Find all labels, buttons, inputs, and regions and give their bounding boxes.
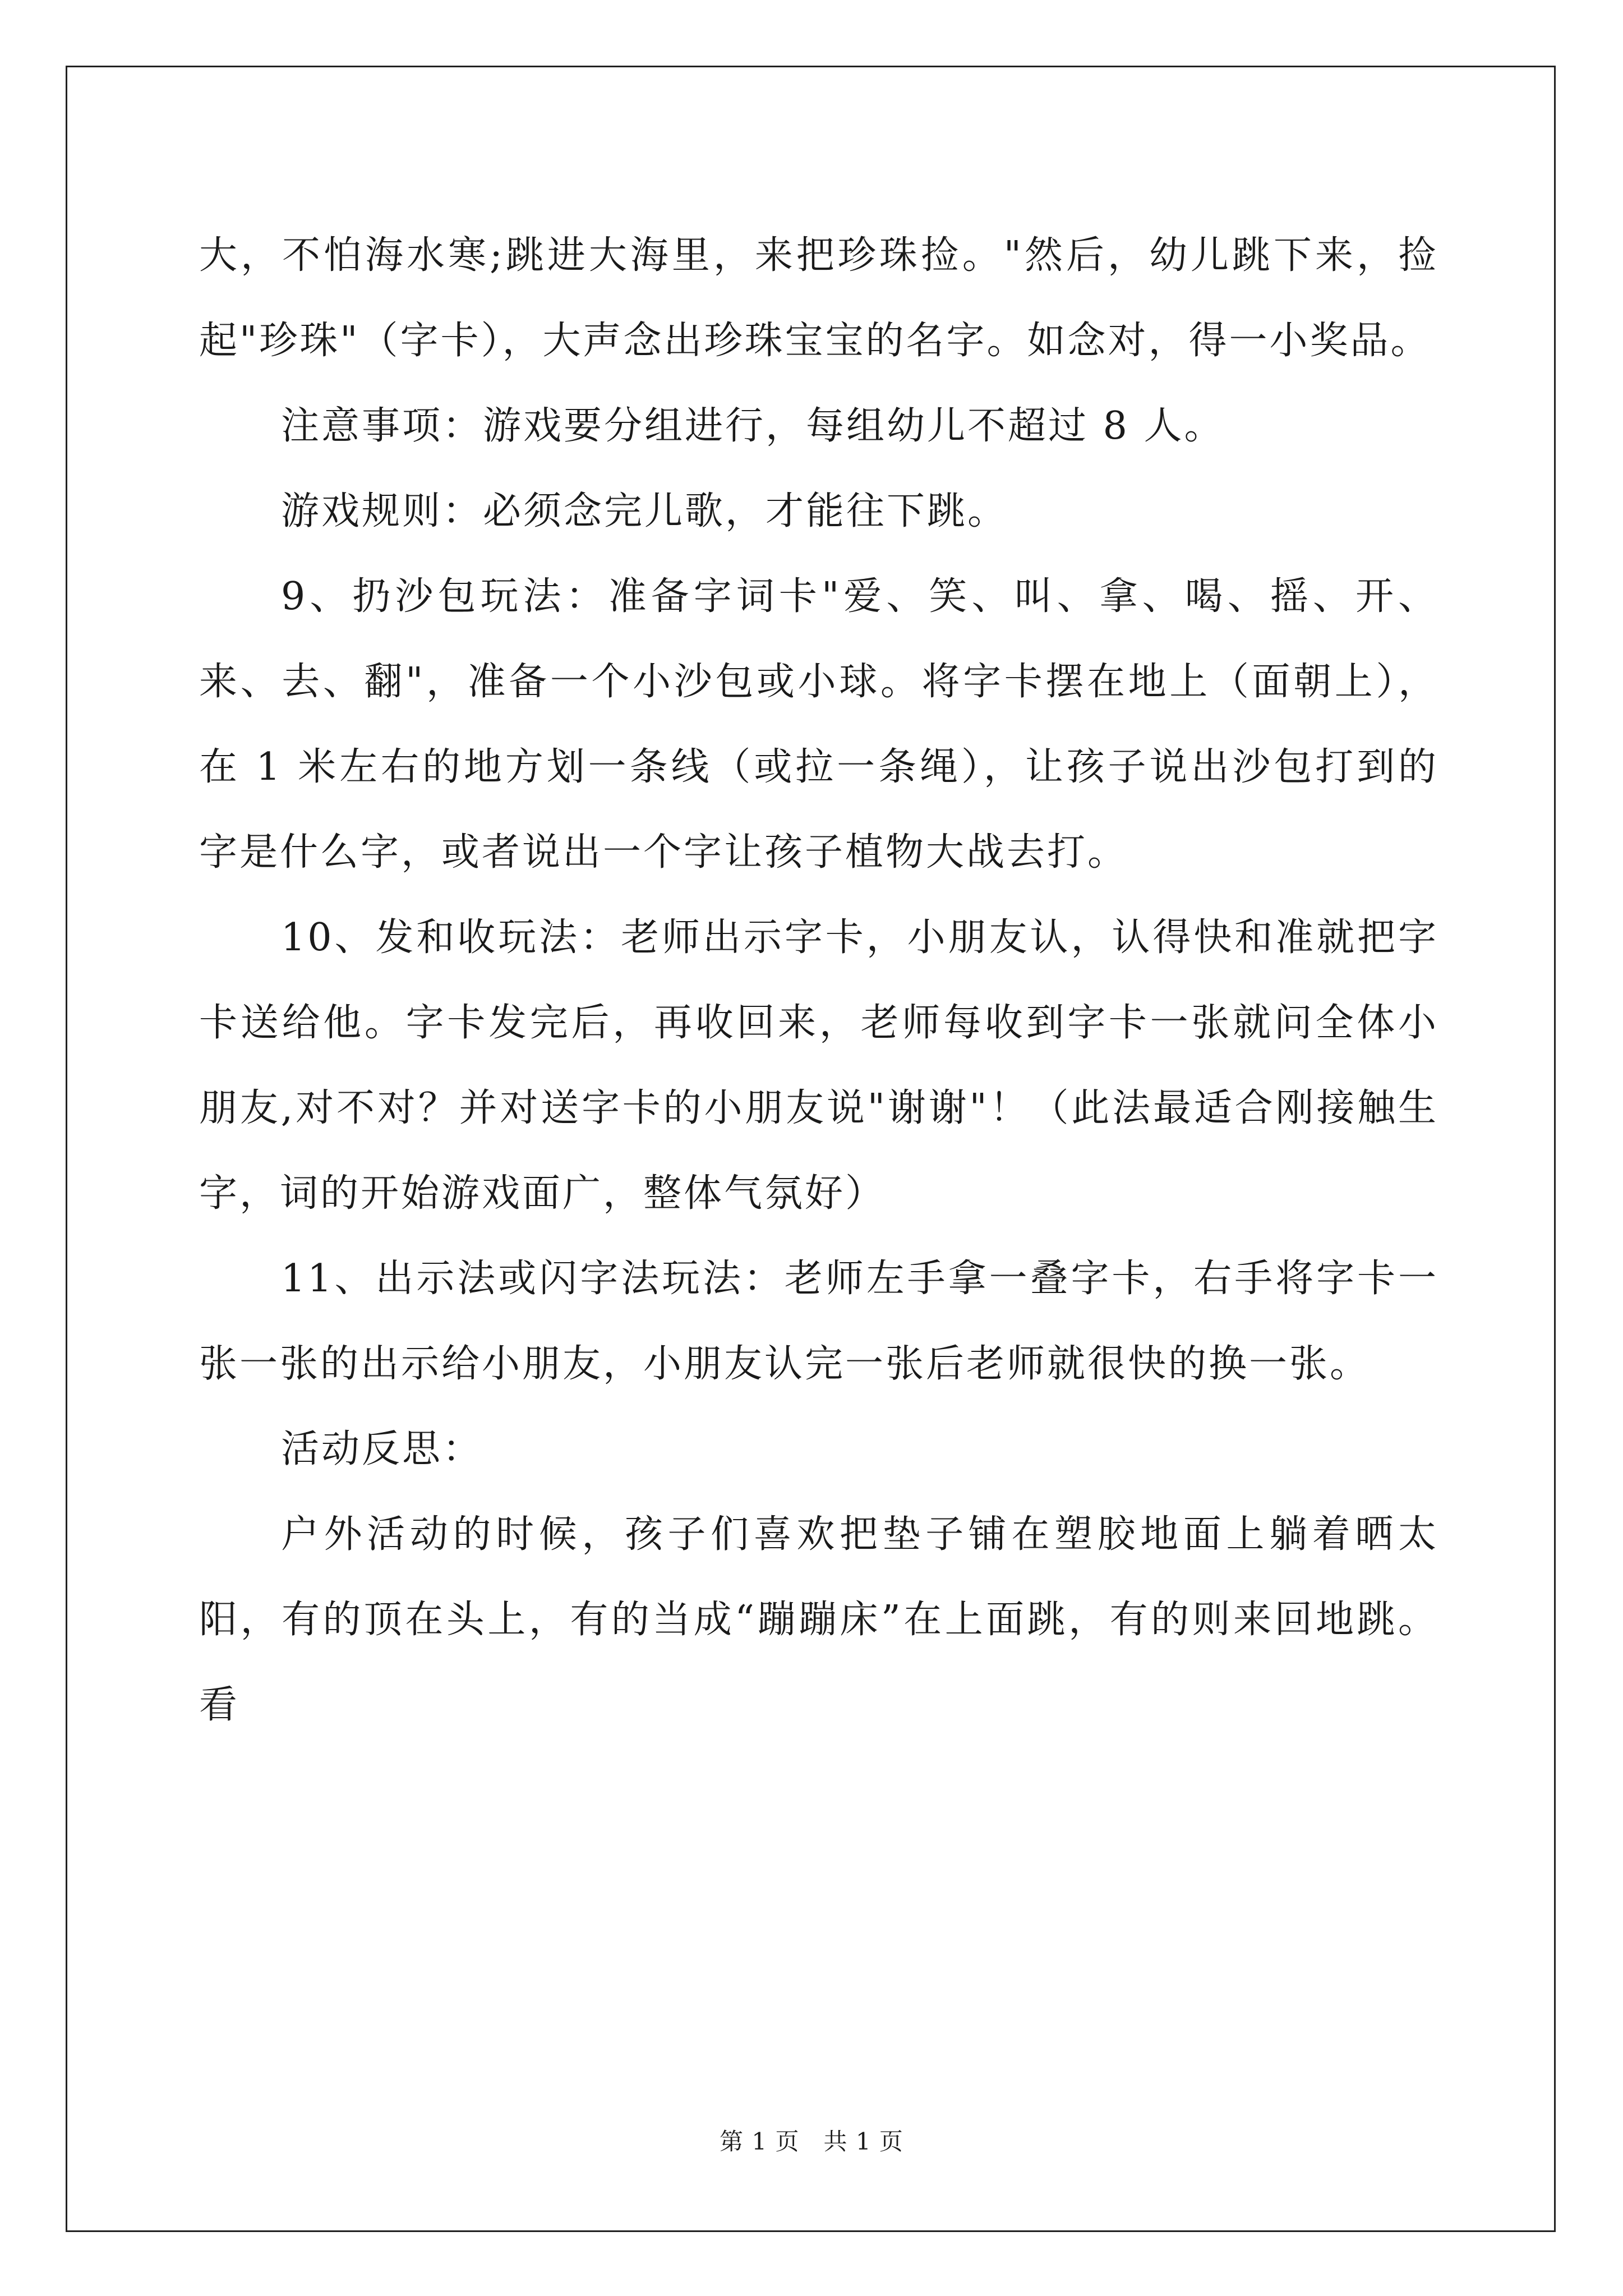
paragraph-item-10: 10、发和收玩法：老师出示字卡，小朋友认，认得快和准就把字卡送给他。字卡发完后，再收回来，老师每收到字卡一张就问全体小朋友,对不对？并对送字卡的小朋友说"谢谢"！（此法最适合刚接触生字，词的开始游戏面广，整体气氛好） xyxy=(199,915,1438,1216)
paragraph-item-11: 11、出示法或闪字法玩法：老师左手拿一叠字卡，右手将字卡一张一张的出示给小朋友，小朋友认完一张后老师就很快的换一张。 xyxy=(199,1257,1438,1386)
document-body xyxy=(199,213,1438,1748)
paragraph-continuation: 大，不怕海水寒;跳进大海里，来把珍珠捡。"然后，幼儿跳下来，捡起"珍珠"（字卡），大声念出珍珠宝宝的名字。如念对，得一小奖品。 xyxy=(199,233,1438,363)
paragraph-reflection-body: 户外活动的时候，孩子们喜欢把垫子铺在塑胶地面上躺着晒太阳，有的顶在头上，有的当成“蹦蹦床”在上面跳，有的则来回地跳。看 xyxy=(199,1512,1438,1727)
paragraph-item-9: 9、扔沙包玩法：准备字词卡"爱、笑、叫、拿、喝、摇、开、来、去、翻"，准备一个小沙包或小球。将字卡摆在地上（面朝上），在 1 米左右的地方划一条线（或拉一条绳），让孩子说出沙包打到的字是什么字，或者说出一个字让孩子植物大战去打。 xyxy=(199,574,1438,875)
page-footer: 第 1 页 共 1 页 xyxy=(720,2128,903,2155)
paragraph-notes: 注意事项：游戏要分组进行，每组幼儿不超过 8 人。 xyxy=(281,404,1225,448)
paragraph-rules: 游戏规则：必须念完儿歌，才能往下跳。 xyxy=(281,489,1008,533)
paragraph-reflection-heading: 活动反思： xyxy=(281,1427,483,1471)
